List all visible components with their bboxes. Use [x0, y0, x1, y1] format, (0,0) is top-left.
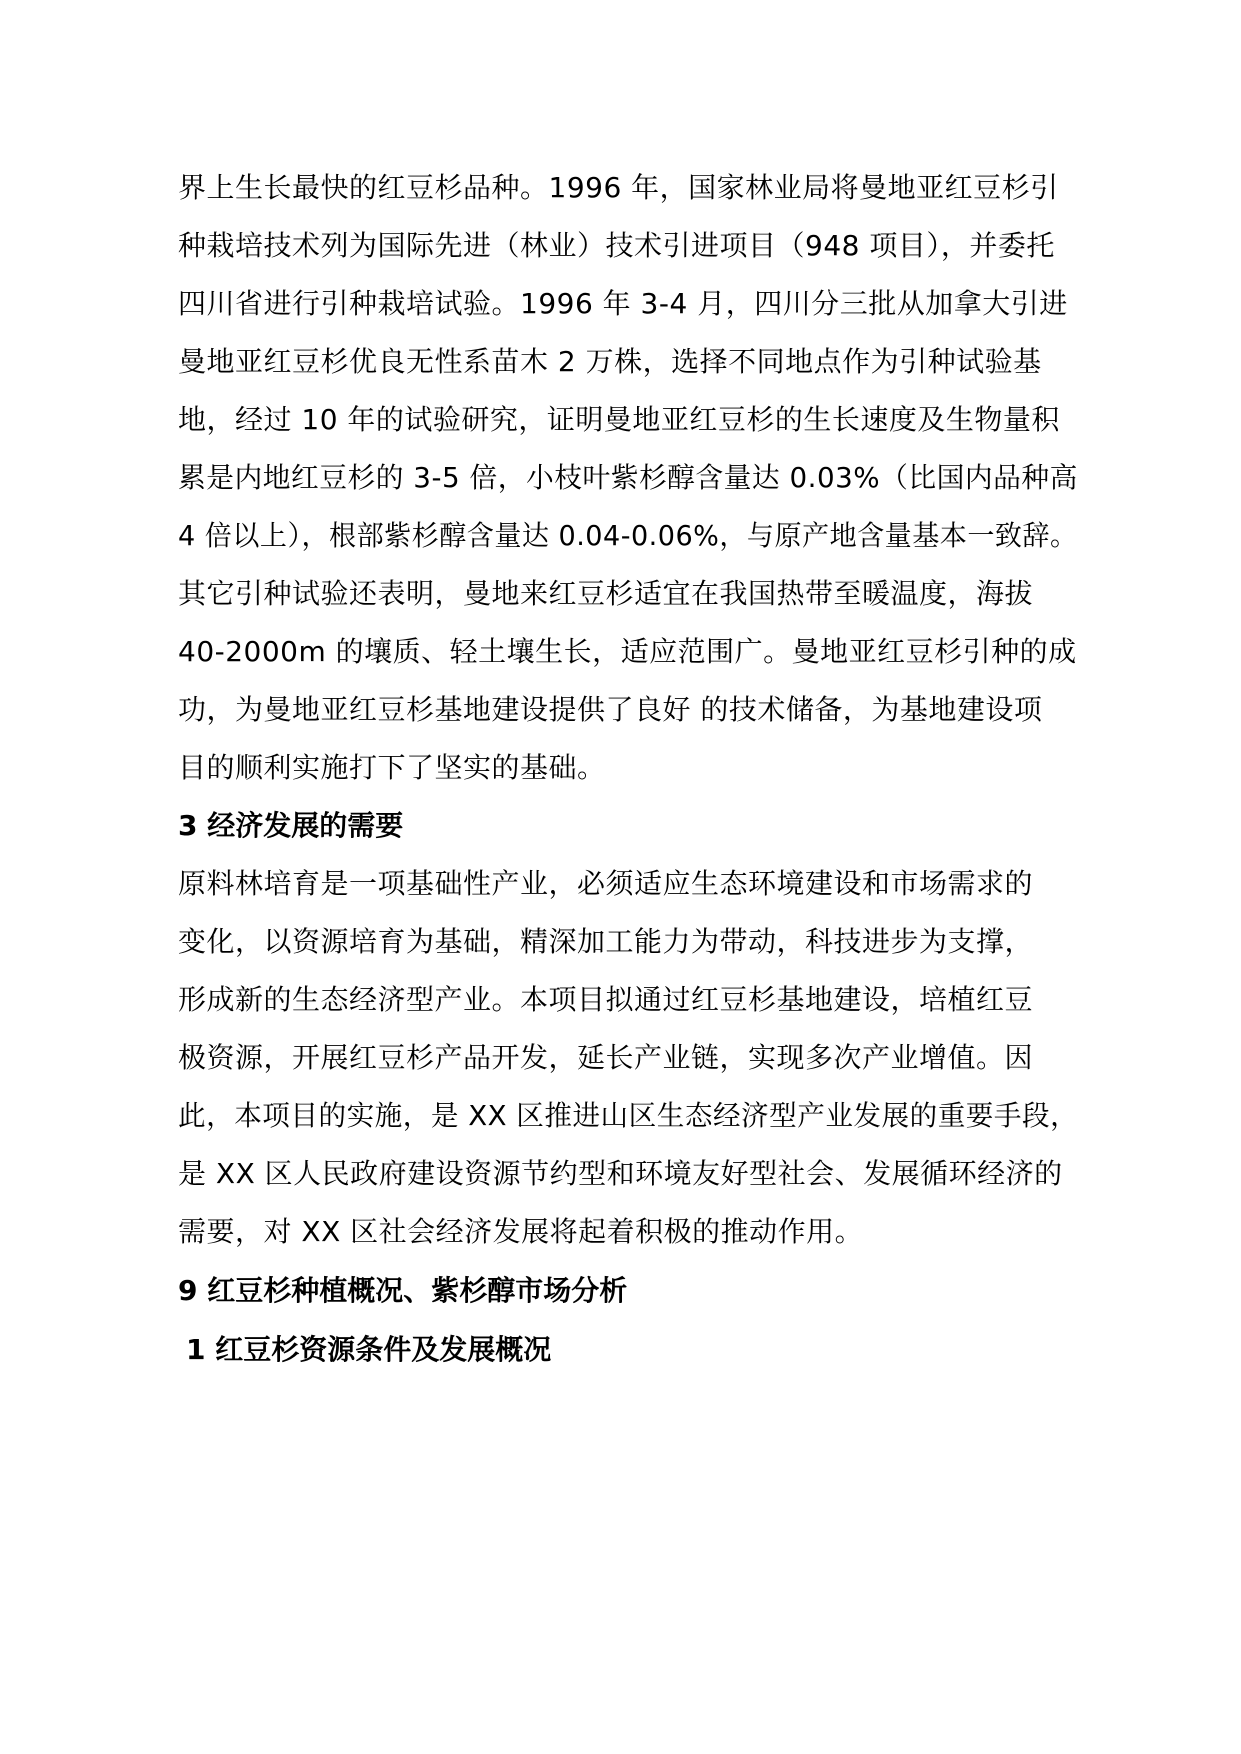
text-line: 变化，以资源培育为基础，精深加工能力为带动，科技进步为支撑，: [178, 925, 1034, 958]
text-line: 原料林培育是一项基础性产业，必须适应生态环境建设和市场需求的: [178, 867, 1034, 900]
text-line: 需要，对 XX 区社会经济发展将起着积极的推动作用。: [178, 1215, 864, 1248]
text-line: 其它引种试验还表明，曼地来红豆杉适宜在我国热带至暖温度，海拔: [178, 577, 1034, 610]
text-line: 是 XX 区人民政府建设资源节约型和环境友好型社会、发展循环经济的: [178, 1157, 1063, 1190]
text-line: 4 倍以上），根部紫杉醇含量达 0.04-0.06%，与原产地含量基本一致辞。: [178, 519, 1078, 552]
text-line: 40-2000m 的壤质、轻土壤生长，适应范围广。曼地亚红豆杉引种的成: [178, 635, 1077, 668]
text-line: 曼地亚红豆杉优良无性系苗木 2 万株，选择不同地点作为引种试验基: [178, 345, 1042, 378]
text-line: 累是内地红豆杉的 3-5 倍，小枝叶紫杉醇含量达 0.03%（比国内品种高: [178, 461, 1078, 494]
chapter-heading: 9 红豆杉种植概况、紫杉醇市场分析: [178, 1274, 628, 1307]
text-line: 种栽培技术列为国际先进（林业）技术引进项目（948 项目），并委托: [178, 229, 1055, 262]
text-line: 形成新的生态经济型产业。本项目拟通过红豆杉基地建设，培植红豆: [178, 983, 1034, 1016]
text-line: 极资源，开展红豆杉产品开发，延长产业链，实现多次产业增值。因: [178, 1041, 1034, 1074]
text-line: 地，经过 10 年的试验研究，证明曼地亚红豆杉的生长速度及生物量积: [178, 403, 1060, 436]
text-line: 界上生长最快的红豆杉品种。1996 年，国家林业局将曼地亚红豆杉引: [178, 171, 1059, 204]
text-line: 目的顺利实施打下了坚实的基础。: [178, 751, 606, 784]
subsection-heading: 1 红豆杉资源条件及发展概况: [186, 1333, 552, 1366]
text-line: 此，本项目的实施，是 XX 区推进山区生态经济型产业发展的重要手段，: [178, 1099, 1079, 1132]
text-line: 四川省进行引种栽培试验。1996 年 3-4 月，四川分三批从加拿大引进: [178, 287, 1068, 320]
section-heading: 3 经济发展的需要: [178, 809, 404, 842]
text-line: 功，为曼地亚红豆杉基地建设提供了良好 的技术储备，为基地建设项: [178, 693, 1043, 726]
